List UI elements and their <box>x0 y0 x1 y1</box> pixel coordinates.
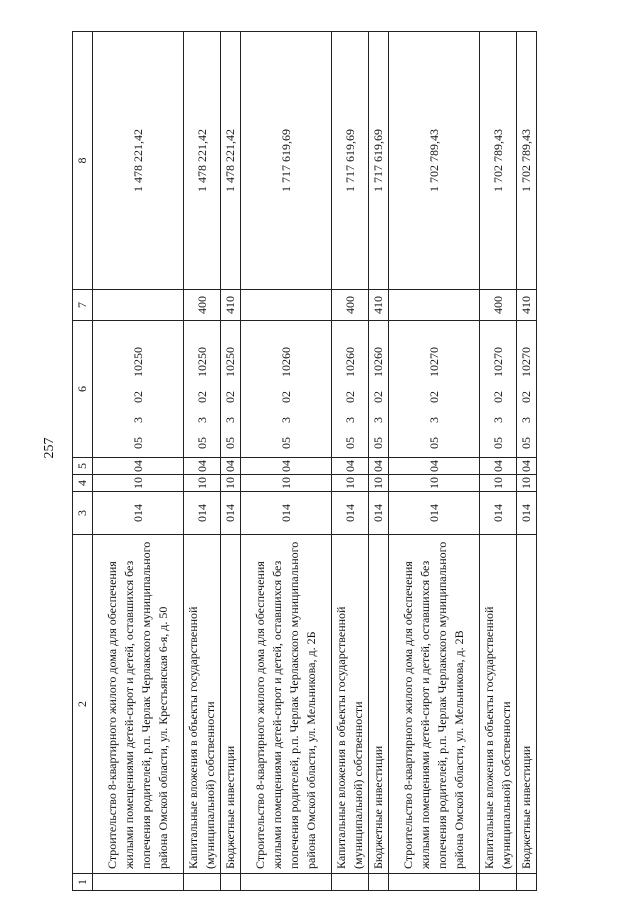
cell-c7: 400 <box>332 290 369 321</box>
cell-c1 <box>93 874 184 891</box>
table-row <box>241 32 332 891</box>
cell-c5: 04 <box>480 458 517 475</box>
cell-c3: 014 <box>93 492 184 535</box>
budget-table-body <box>73 32 537 891</box>
header-col-1: 1 <box>73 874 93 891</box>
cell-c1 <box>332 874 369 891</box>
cell-c1 <box>241 874 332 891</box>
cell-name: Строительство 8-квартирного жилого дома для обеспечения жилыми помещениями детей-сирот и детей, оставшихся без попечения родителей, р.п. Черлак Черлакского муниципального района Омской области, ул. Мельникова, д. 2В <box>389 535 480 874</box>
cell-c4: 10 <box>369 475 389 492</box>
cell-c5: 04 <box>332 458 369 475</box>
cell-c3: 014 <box>369 492 389 535</box>
header-col-4: 4 <box>73 475 93 492</box>
cell-c8: 1 702 789,43 <box>389 32 480 290</box>
budget-table <box>72 31 537 891</box>
cell-c6: 05 3 02 10270 <box>517 321 537 458</box>
cell-c3: 014 <box>241 492 332 535</box>
cell-name: Капитальные вложения в объекты государственной (муниципальной) собственности <box>184 535 221 874</box>
cell-c7: 410 <box>517 290 537 321</box>
cell-c8: 1 478 221,42 <box>221 32 241 290</box>
table-row <box>332 32 369 891</box>
cell-name: Капитальные вложения в объекты государственной (муниципальной) собственности <box>332 535 369 874</box>
cell-c4: 10 <box>93 475 184 492</box>
cell-c1 <box>184 874 221 891</box>
cell-c8: 1 478 221,42 <box>184 32 221 290</box>
cell-c5: 04 <box>93 458 184 475</box>
cell-name: Строительство 8-квартирного жилого дома для обеспечения жилыми помещениями детей-сирот и детей, оставшихся без попечения родителей, р.п. Черлак Черлакского муниципального района Омской области, ул. Мельникова, д. 2Б <box>241 535 332 874</box>
rotated-table-container <box>72 31 587 891</box>
table-row <box>184 32 221 891</box>
cell-c6: 05 3 02 10250 <box>93 321 184 458</box>
cell-c1 <box>480 874 517 891</box>
cell-c3: 014 <box>480 492 517 535</box>
table-row <box>369 32 389 891</box>
cell-c7: 410 <box>221 290 241 321</box>
cell-c3: 014 <box>517 492 537 535</box>
cell-c5: 04 <box>184 458 221 475</box>
cell-c4: 10 <box>184 475 221 492</box>
cell-c8: 1 717 619,69 <box>369 32 389 290</box>
cell-c7 <box>93 290 184 321</box>
table-row <box>517 32 537 891</box>
cell-c3: 014 <box>184 492 221 535</box>
table-row <box>480 32 517 891</box>
cell-c7 <box>389 290 480 321</box>
table-row <box>221 32 241 891</box>
cell-c6: 05 3 02 10260 <box>241 321 332 458</box>
cell-c4: 10 <box>241 475 332 492</box>
cell-c6: 05 3 02 10270 <box>389 321 480 458</box>
page-number: 257 <box>42 437 57 459</box>
cell-name: Строительство 8-квартирного жилого дома для обеспечения жилыми помещениями детей-сирот и детей, оставшихся без попечения родителей, р.п. Черлак Черлакского муниципального района Омской области, ул. Крестьянская 6-я, д. 50 <box>93 535 184 874</box>
cell-c4: 10 <box>221 475 241 492</box>
cell-c5: 04 <box>389 458 480 475</box>
cell-name: Бюджетные инвестиции <box>517 535 537 874</box>
cell-c4: 10 <box>389 475 480 492</box>
cell-c6: 05 3 02 10250 <box>221 321 241 458</box>
cell-c5: 04 <box>221 458 241 475</box>
cell-c6: 05 3 02 10260 <box>332 321 369 458</box>
cell-name: Капитальные вложения в объекты государственной (муниципальной) собственности <box>480 535 517 874</box>
cell-c8: 1 702 789,43 <box>480 32 517 290</box>
cell-c4: 10 <box>517 475 537 492</box>
cell-c3: 014 <box>221 492 241 535</box>
table-row <box>389 32 480 891</box>
table-row <box>93 32 184 891</box>
cell-c4: 10 <box>332 475 369 492</box>
cell-c8: 1 478 221,42 <box>93 32 184 290</box>
cell-c1 <box>221 874 241 891</box>
header-col-7: 7 <box>73 290 93 321</box>
cell-c8: 1 717 619,69 <box>332 32 369 290</box>
cell-c6: 05 3 02 10260 <box>369 321 389 458</box>
cell-c3: 014 <box>389 492 480 535</box>
header-col-6: 6 <box>73 321 93 458</box>
cell-c5: 04 <box>241 458 332 475</box>
cell-c4: 10 <box>480 475 517 492</box>
cell-c6: 05 3 02 10250 <box>184 321 221 458</box>
cell-c7: 410 <box>369 290 389 321</box>
cell-c7: 400 <box>480 290 517 321</box>
cell-c8: 1 702 789,43 <box>517 32 537 290</box>
cell-c1 <box>369 874 389 891</box>
cell-c1 <box>517 874 537 891</box>
header-row <box>73 32 93 891</box>
cell-c6: 05 3 02 10270 <box>480 321 517 458</box>
cell-c7 <box>241 290 332 321</box>
cell-name: Бюджетные инвестиции <box>369 535 389 874</box>
header-col-3: 3 <box>73 492 93 535</box>
header-col-2: 2 <box>73 535 93 874</box>
cell-c8: 1 717 619,69 <box>241 32 332 290</box>
cell-c7: 400 <box>184 290 221 321</box>
header-col-8: 8 <box>73 32 93 290</box>
cell-c5: 04 <box>369 458 389 475</box>
cell-c1 <box>389 874 480 891</box>
cell-c3: 014 <box>332 492 369 535</box>
cell-c5: 04 <box>517 458 537 475</box>
header-col-5: 5 <box>73 458 93 475</box>
cell-name: Бюджетные инвестиции <box>221 535 241 874</box>
